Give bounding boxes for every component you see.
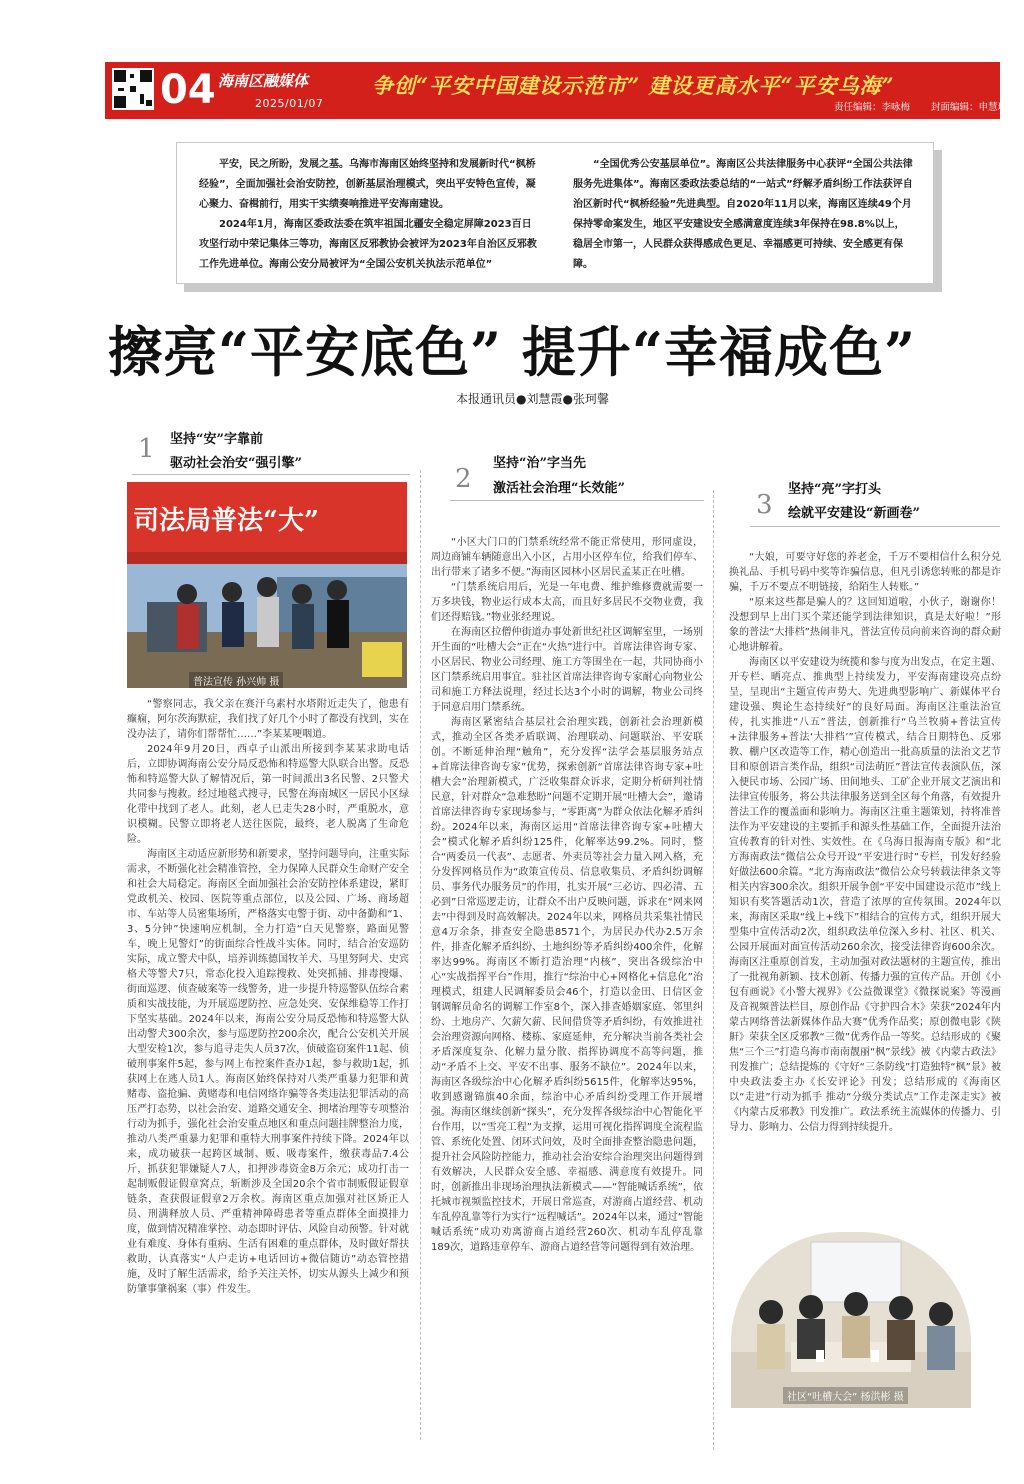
photo-legal-publicity — [127, 482, 407, 688]
qr-code-icon — [112, 68, 154, 110]
section-3-body-paragraph: “原来这些都是骗人的？这回知道啦，小伙子，谢谢你！没想到早上出门买个菜还能学到法律知识，真是太好啦！”形象的普法“大排档”热闹非凡，普法宣传员向前来咨询的群众耐心地讲解着。 — [729, 597, 1001, 653]
section-2-underline — [450, 500, 704, 501]
intro-left-paragraph: 平安，民之所盼，发展之基。乌海市海南区始终坚持和发展新时代“枫桥经验”，全面加强社会治安防控，创新基层治理模式，突出平安特色宣传，凝心聚力、奋楫前行，用实干实绩奏响推进平安海南建设。 — [199, 159, 536, 210]
section-1-underline — [132, 474, 410, 475]
editor-name: 责任编辑：李咏梅 — [834, 102, 911, 113]
column-divider-2 — [713, 490, 714, 1450]
section-3-body-paragraph: “大娘，可要守好您的养老金，千万不要相信什么积分兑换礼品、手机号码中奖等诈骗信息，但凡引诱您转账的都是诈骗，千万不要点不明链接，给陌生人转账。” — [729, 552, 1001, 593]
section-2-body-paragraph: “小区大门口的门禁系统经常不能正常使用，形同虚设，周边商铺车辆随意出入小区，占用小区停车位，给我们停车、出行带来了诸多不便。”海南区园林小区居民孟某正在吐槽。 — [431, 537, 703, 578]
section-2-title-line2: 激活社会治理“长效能” — [493, 481, 625, 496]
header-banner-slogan: 争创“平安中国建设示范市” 建设更高水平“平安乌海” — [372, 73, 895, 98]
section-3-body — [729, 550, 1001, 1215]
section-3-title-line2: 绘就平安建设“新画卷” — [788, 506, 920, 521]
section-1-number: 1 — [138, 434, 155, 464]
publication-date: 2025/01/07 — [255, 97, 324, 110]
photo-legal-publicity-caption: 普法宣传 孙兴帅 摄 — [189, 672, 283, 688]
intro-right-paragraph: “全国优秀公安基层单位”。海南区公共法律服务中心获评“全国公共法律服务先进集体”。海南区委政法委总结的“一站式”纾解矛盾纠纷工作法获评自治区新时代“枫桥经验”先进典型。自2020年11月以来，海南区连续49个月保持零命案发生，地区平安建设安全感满意度连续3年保持在98.8%以上，稳居全市第一，人民群众获得感成色更足、幸福感更可持续、安全感更有保障。 — [573, 159, 913, 270]
section-1-title-line1: 坚持“安”字靠前 — [170, 432, 263, 447]
section-3-body-paragraph: 海南区以平安建设为统揽和参与度为出发点，在定主题、开专栏、晒亮点、推典型上持续发力，平安海南建设亮点纷呈，呈现出“主题宣传声势大、先进典型影响广、新媒体平台建设强、舆论生态持续好”的良好局面。海南区注重法治宣传，扎实推进“八五”普法，创新推行“乌兰牧骑+普法宣传+法律服务+普法‘大排档’”宣传模式，结合日期特色、反邪教、棚户区改造等工作，精心创造出一批高质量的法治文艺节目和原创语言类作品，组织“司法萌匠”普法宣传表演队伍，深入便民市场、公园广场、田间地头、工矿企业开展文艺演出和法律宣传服务，将公共法律服务送到全区每个角落，有效提升普法工作的覆盖面和影响力。海南区注重主题策划，持将准普法作为平安建设的主要抓手和源头性基础工作，全面提升法治宣传教育的针对性、实效性。在《乌海日报海南专版》和“北方海南政法”微信公众号开设“平安进行时”专栏，刊发好经验好做法600余篇。“北方海南政法”微信公众号转载法律条文等相关内容300余次。组织开展争创“平安中国建设示范市”线上知识有奖答题活动1次，营造了浓厚的宣传氛围。2024年以来，海南区采取“线上+线下”相结合的宣传方式，组织开展大型集中宣传活动2次，组织政法单位深入乡村、社区、机关、公园开展面对面宣传活动260余次，接受法律咨询600余次。海南区注重原创首发，主动加强对政法题材的主题宣传，推出了一批视角新颖、技术创新、传播力强的宣传产品。开创《小包有画说》《小警大视界》《公益微课堂》《微探说案》等漫画及音视频普法栏目，原创作品《守护四合木》荣获“2024年内蒙古网络普法新媒体作品大赛”优秀作品奖；原创微电影《陕鼾》荣获全区反邪教“三微”优秀作品一等奖。总结形成的《聚焦“三个三”打造乌海市南南靓丽“枫”景线》被《内蒙古政法》刊发推广；总结提炼的《守好“三条防线”打造独特“枫”景》被中央政法委主办《长安评论》刊发；总结形成的《海南区以“走进”行动为抓手 推动“分级分类试点”工作走深走实》被《内蒙古反邪教》刊发推广。政法系统主流媒体的传播力、引导力、影响力、公信力得到持续提升。 — [729, 657, 1001, 1133]
section-1-body-paragraph: 海南区主动适应新形势和新要求，坚持问题导向，注重实际需求，不断强化社会精准管控，全力保障人民群众生命财产安全和社会大局稳定。海南区全面加强社会治安防控体系建设，紧盯党政机关、校园、医院等重点部位，以及公园、广场、商场超市、车站等人员密集场所，严格落实屯警于街、动中备勤和“1、3、5分钟”快速响应机制，全力打造“白天见警察，路面见警车，晚上见警灯”的街面综合性战斗实体。同时，结合治安巡防实际，成立警犬中队，培养训练德国牧羊犬、马里努阿犬、史宾格犬等警犬7只，常态化投入追踪搜救、处突抓捕、排毒搜爆、街面巡逻、侦查破案等一线警务，进一步提升特巡警队伍综合素质和实战技能，为开展巡逻防控、应急处突、安保维稳等工作打下坚实基础。2024年以来，海南公安分局反恐怖和特巡警大队出动警犬300余次，参与巡逻防控200余次，配合公安机关开展大型安检1次，参与追寻走失人员37次，侦破盗窃案件11起、侦破刑事案件5起，参与网上布控案件查办1起，参与救助1起，抓获网上在逃人员1人。海南区始终保持对八类严重暴力犯罪和黄赌毒、盗抢骗、黄赌毒和电信网络诈骗等各类违法犯罪活动的高压严打态势，以社会治安、道路交通安全、拥堵治理等专项整治行动为抓手，强化社会治安重点地区和重点问题挂牌整治力度，推动八类严重暴力犯罪和重特大刑事案件持续下降。2024年以来，成功破获一起跨区域制、贩、吸毒案件，缴获毒品7.4公斤，抓获犯罪嫌疑人7人，扣押涉毒资金8万余元；成功打击一起制贩假证假章窝点，斩断涉及全国20余个省市制贩假证假章链条，查获假证假章2万余枚。海南区重点加强对社区矫正人员、刑满释放人员、严重精神障碍患者等重点群体全面摸排力度，做到情况精准掌控、动态即时评估、风险自动预警。针对就业有难度、身体有重病、生活有困难的重点群体，及时做好帮扶救助，认真落实“人户走访+电话回访+微信随访”动态管控措施，及时了解生活需求，给予关注关怀，切实从源头上减少和预防肇事肇祸案（事）件发生。 — [127, 849, 409, 1295]
intro-box — [176, 142, 934, 284]
photo-community-meeting-scene — [731, 1232, 971, 1408]
designer-name: 封面编辑：申慧珍 — [931, 102, 1008, 113]
page-number: 04 — [160, 67, 216, 113]
banner-sign-text: 司法局普法“大” — [133, 506, 319, 536]
intro-right-column — [573, 155, 913, 275]
section-2-body-paragraph: “门禁系统启用后，光是一年电费、维护维修费就需要一万多块钱，物业运行成本太高，而且好多居民不交物业费，我们还得赔钱。”物业张经理说。 — [431, 582, 703, 623]
section-1-body-paragraph: 2024年9月20日，西卓子山派出所接到李某某求助电话后，立即协调海南公安分局反恐怖和特巡警大队联合出警。反恐怖和特巡警大队了解情况后，第一时间派出3名民警、2只警犬共同参与搜救。经过地毯式搜寻，民警在海南城区一居民小区绿化带中找到了老人。此刻，老人已走失28小时，严重脱水，意识模糊。民警立即将老人送往医院，最终，老人脱离了生命危险。 — [127, 744, 409, 845]
photo-community-meeting — [731, 1232, 971, 1408]
newspaper-logo: 海南区融媒体 — [218, 72, 309, 90]
section-2-title-line1: 坚持“治”字当先 — [493, 456, 586, 471]
section-2-number: 2 — [455, 464, 472, 494]
section-1-body-paragraph: “警察同志，我父亲在赛汗乌素村水塔附近走失了，他患有癫痫，阿尔茨海默症，我们找了好几个小时了都没有找到，实在没办法了，请你们帮帮忙……”李某某哽咽道。 — [127, 699, 409, 740]
section-1-title-line2: 驱动社会治安“强引擎” — [170, 456, 302, 471]
section-3-title-line1: 坚持“亮”字打头 — [788, 482, 881, 497]
intro-left-paragraph: 2024年1月，海南区委政法委在筑牢祖国北疆安全稳定屏障2023百日攻坚行动中荣记集体三等功，海南区反邪教协会被评为2023年自治区反邪教工作先进单位。海南公安分局被评为“全国公安机关执法示范单位” — [199, 219, 537, 270]
editor-credits — [834, 99, 1007, 113]
section-3-underline — [750, 526, 1000, 527]
section-3-number: 3 — [756, 490, 773, 520]
main-headline: 擦亮“平安底色” 提升“幸福成色” — [107, 320, 917, 384]
byline: 本报通讯员●刘慧霞●张珂馨 — [456, 392, 609, 406]
section-2-body — [431, 535, 703, 1445]
photo-community-meeting-caption: 社区“吐槽大会” 杨洪彬 摄 — [783, 1387, 908, 1404]
intro-left-column — [199, 155, 539, 275]
section-2-body-paragraph: 海南区紧密结合基层社会治理实践，创新社会治理新模式，推动全区各类矛盾联调、治理联动、问题联治、平安联创。不断延伸治理“触角”，充分发挥“法学会基层服务站点+首席法律咨询专家”优势，探索创新“首席法律咨询专家+吐槽大会”治理新模式，广泛收集群众诉求，定期分析研判社情民意，针对群众“急难愁盼”问题不定期开展“吐槽大会”，邀请首席法律咨询专家现场参与，“零距离”为群众依法化解矛盾纠纷。2024年以来，海南区运用“首席法律咨询专家+吐槽大会”模式化解矛盾纠纷125件，化解率达99.2%。同时，整合“两委员一代表”、志愿者、外卖员等社会力量入网入格，充分发挥网格员作为“政策宣传员、信息收集员、矛盾纠纷调解员、事务代办服务员”的作用，扎实开展“三必访、四必清、五必到”日常巡逻走访，让群众不出户反映问题，诉求在“网来网去”中得到及时高效解决。2024年以来，网格员共采集社情民意4万余条，排查安全隐患8571个，为居民办代办2.5万余件，排查化解矛盾纠纷、土地纠纷等矛盾纠纷400余件，化解率达99%。海南区不断打造治理“内核”，突出各级综治中心“实战指挥平台”作用，推行“综治中心+网格化+信息化”治理模式，组建人民调解委员会46个，打造以金田、日信区金钢调解员命名的调解工作室8个，深入排查婚姻家庭、邻里纠纷、土地房产、欠薪欠薪、民间借贷等矛盾纠纷，有效推进社会治理资源向网格、楼栋、家庭延伸，充分解决当前各类社会矛盾深度复杂、化解力量分散、指挥协调度不高等问题，推动“矛盾不上交、平安不出事、服务不缺位”。2024年以来，海南区各级综治中心化解矛盾纠纷5615件，化解率达95%，收到感谢锦旗40余面，综治中心矛盾纠纷受理工作开展增强。海南区继续创新“探头”，充分发挥各级综治中心智能化平台作用，以“雪亮工程”为支撑，运用可视化指挥调度全流程监管、系统化处置、闭环式问效，及时全面排查整治隐患问题，提升社会风险防控能力，推动社会治安综合治理突出问题得到有效解决，人民群众安全感、幸福感、满意度有效提升。同时，创新推出非现场治理执法新模式——“智能喊话系统”，依托城市视频监控技术，开展日常巡查，对游商占道经营、机动车乱停乱靠等行为实行“远程喊话”。2024年以来，通过“智能喊话系统”成功劝离游商占道经营260次、机动车乱停乱靠189次，道路违章停车、游商占道经营等问题得到有效治理。 — [431, 717, 703, 1253]
section-1-body — [127, 697, 409, 1447]
column-divider-1 — [420, 470, 421, 1440]
section-2-body-paragraph: 在海南区拉僧仲街道办事处新世纪社区调解室里，一场别开生面的“吐槽大会”正在“火热”进行中。首席法律咨询专家、小区居民、物业公司经理、施工方等围坐在一起，共同协商小区门禁系统启用事宜。驻社区首席法律咨询专家耐心向物业公司和施工方释法说理，经过长达3个小时的调解，物业公司终于同意启用门禁系统。 — [431, 627, 703, 713]
